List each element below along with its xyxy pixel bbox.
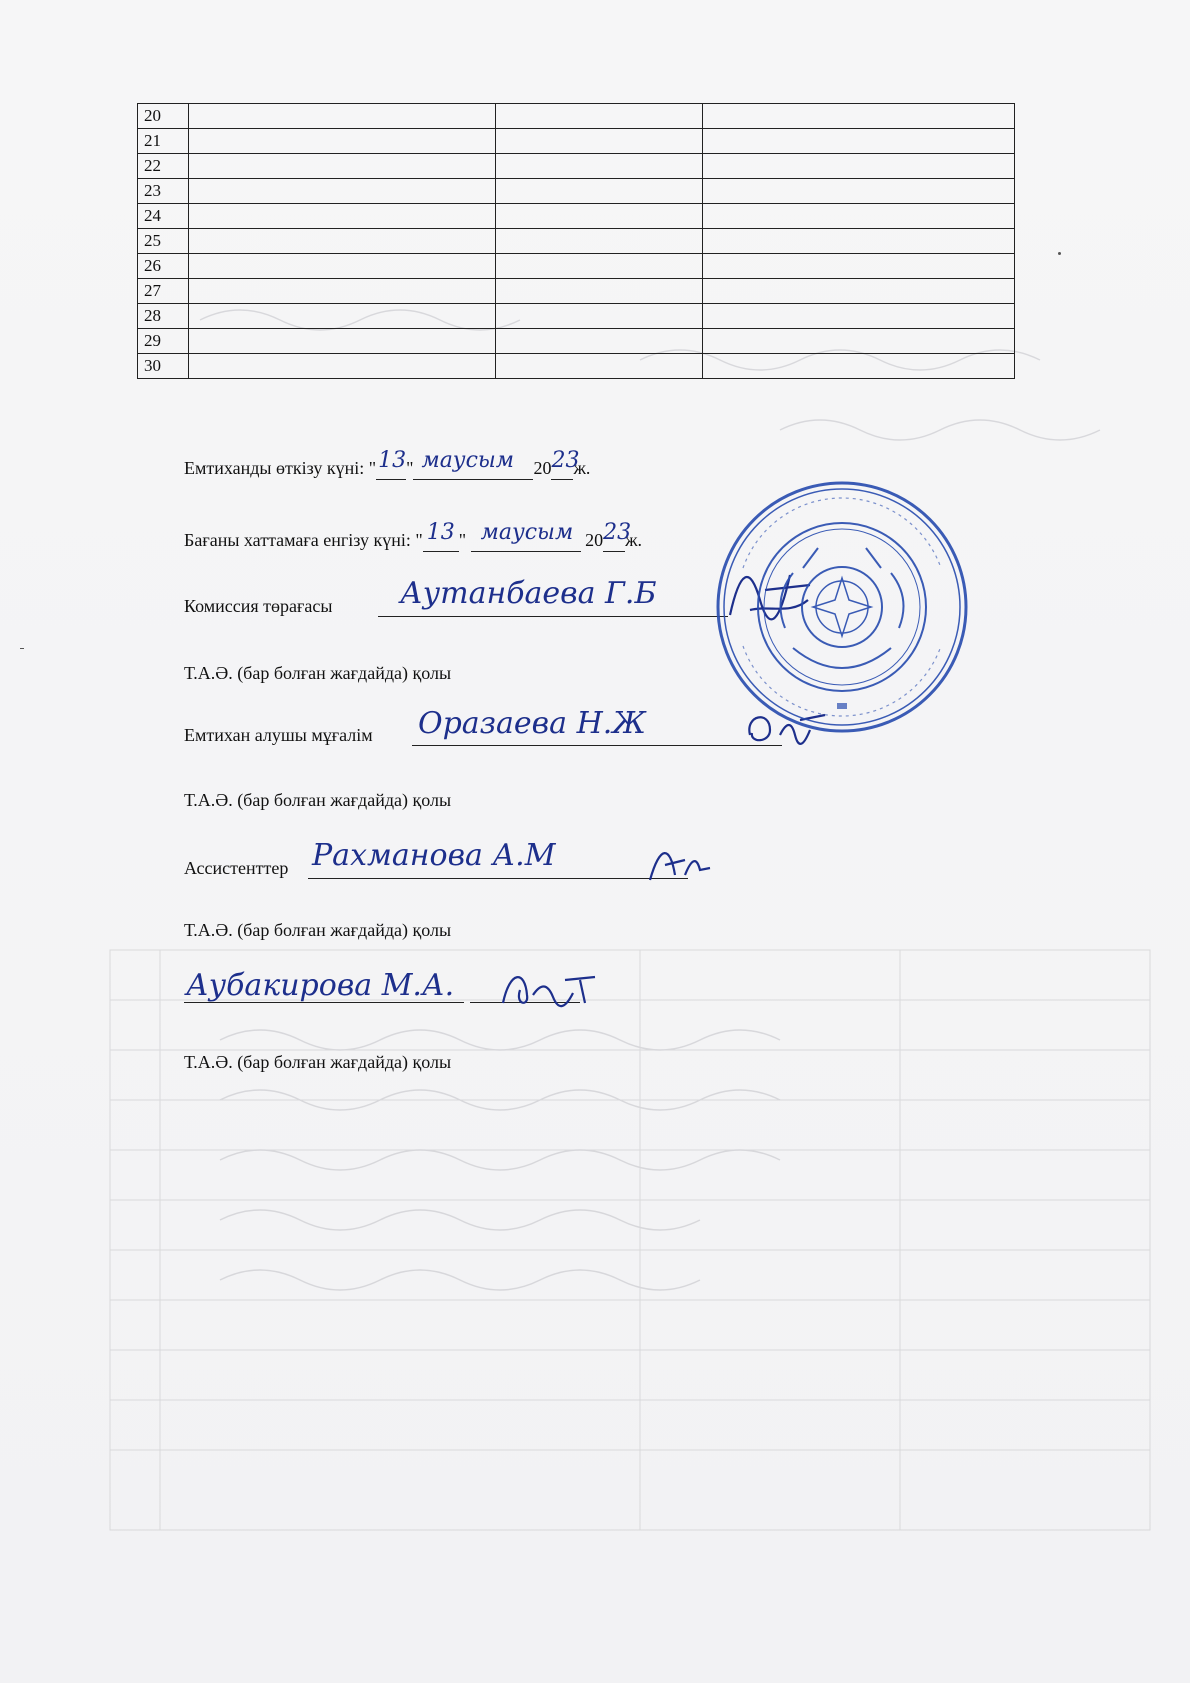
grade-date-line	[184, 520, 643, 552]
grade-date-year-suffix: 23	[603, 520, 632, 545]
row-cell	[703, 104, 1015, 129]
punch-mark	[1058, 252, 1061, 255]
exam-date-month: маусым	[421, 448, 515, 473]
fio-signature-label-3: Т.А.Ә. (бар болған жағдайда) қолы	[184, 920, 452, 940]
exam-date-year-suffix: 23	[551, 448, 580, 473]
exam-date-year-prefix: 20	[533, 458, 552, 478]
row-cell	[703, 204, 1015, 229]
table-row	[138, 304, 1015, 329]
commission-chair-underline	[378, 616, 728, 617]
row-cell	[496, 154, 703, 179]
row-number: 28	[138, 304, 189, 329]
table-row	[138, 104, 1015, 129]
exam-date-label: Емтиханды өткізу күні: "	[184, 458, 377, 478]
row-cell	[496, 129, 703, 154]
official-stamp	[713, 478, 971, 736]
table-row	[138, 254, 1015, 279]
row-cell	[703, 304, 1015, 329]
table-row	[138, 229, 1015, 254]
teacher-name: Оразаева Н.Ж	[418, 706, 646, 741]
assistants-name: Рахманова А.М	[312, 838, 556, 873]
row-cell	[703, 329, 1015, 354]
row-cell	[496, 179, 703, 204]
exam-date-line	[184, 448, 591, 480]
row-cell	[496, 304, 703, 329]
assistants-label: Ассистенттер	[184, 858, 289, 878]
row-cell	[703, 229, 1015, 254]
row-cell	[703, 129, 1015, 154]
row-number: 25	[138, 229, 189, 254]
row-name-cell	[189, 154, 496, 179]
commission-chair-label: Комиссия төрағасы	[184, 596, 333, 616]
row-name-cell	[189, 304, 496, 329]
row-cell	[496, 104, 703, 129]
students-table	[137, 103, 1015, 379]
table-row	[138, 279, 1015, 304]
row-name-cell	[189, 254, 496, 279]
table-row	[138, 179, 1015, 204]
teacher-underline	[412, 745, 782, 746]
table-row	[138, 154, 1015, 179]
row-cell	[496, 329, 703, 354]
row-number: 20	[138, 104, 189, 129]
row-name-cell	[189, 179, 496, 204]
table-row	[138, 129, 1015, 154]
exam-date-year-end: ж.	[573, 458, 591, 478]
row-number: 27	[138, 279, 189, 304]
row-name-cell	[189, 204, 496, 229]
row-number: 26	[138, 254, 189, 279]
fio-signature-label-1: Т.А.Ә. (бар болған жағдайда) қолы	[184, 663, 452, 683]
row-cell	[703, 254, 1015, 279]
table-row	[138, 329, 1015, 354]
assistant-2-name: Аубакирова М.А.	[186, 968, 455, 1003]
grade-date-quote: "	[458, 530, 467, 550]
row-cell	[703, 154, 1015, 179]
punch-mark	[20, 648, 24, 649]
row-name-cell	[189, 104, 496, 129]
row-name-cell	[189, 229, 496, 254]
row-cell	[496, 354, 703, 379]
grade-date-month: маусым	[480, 520, 574, 545]
commission-chair-name: Аутанбаева Г.Б	[400, 576, 657, 611]
teacher-label: Емтихан алушы мұғалім	[184, 725, 373, 745]
row-number: 21	[138, 129, 189, 154]
exam-date-day: 13	[378, 448, 407, 473]
row-name-cell	[189, 129, 496, 154]
row-cell	[703, 354, 1015, 379]
row-cell	[496, 204, 703, 229]
grade-date-year-prefix: 20	[585, 530, 604, 550]
row-number: 29	[138, 329, 189, 354]
grade-date-year-end: ж.	[625, 530, 643, 550]
row-cell	[496, 229, 703, 254]
grade-date-day: 13	[426, 520, 455, 545]
assistant-signature	[640, 840, 720, 890]
table-row	[138, 354, 1015, 379]
assistants-underline	[308, 878, 688, 879]
fio-signature-label-2: Т.А.Ә. (бар болған жағдайда) қолы	[184, 790, 452, 810]
row-name-cell	[189, 279, 496, 304]
row-number: 22	[138, 154, 189, 179]
row-number: 24	[138, 204, 189, 229]
exam-date-quote: "	[406, 458, 414, 478]
row-cell	[496, 279, 703, 304]
row-cell	[496, 254, 703, 279]
row-number: 30	[138, 354, 189, 379]
grade-date-label: Бағаны хаттамаға енгізу күні: "	[184, 530, 423, 550]
row-cell	[703, 279, 1015, 304]
row-name-cell	[189, 329, 496, 354]
assistant-2-signature	[495, 965, 605, 1010]
table-row	[138, 204, 1015, 229]
row-number: 23	[138, 179, 189, 204]
row-cell	[703, 179, 1015, 204]
row-name-cell	[189, 354, 496, 379]
fio-signature-label-4: Т.А.Ә. (бар болған жағдайда) қолы	[184, 1052, 452, 1072]
